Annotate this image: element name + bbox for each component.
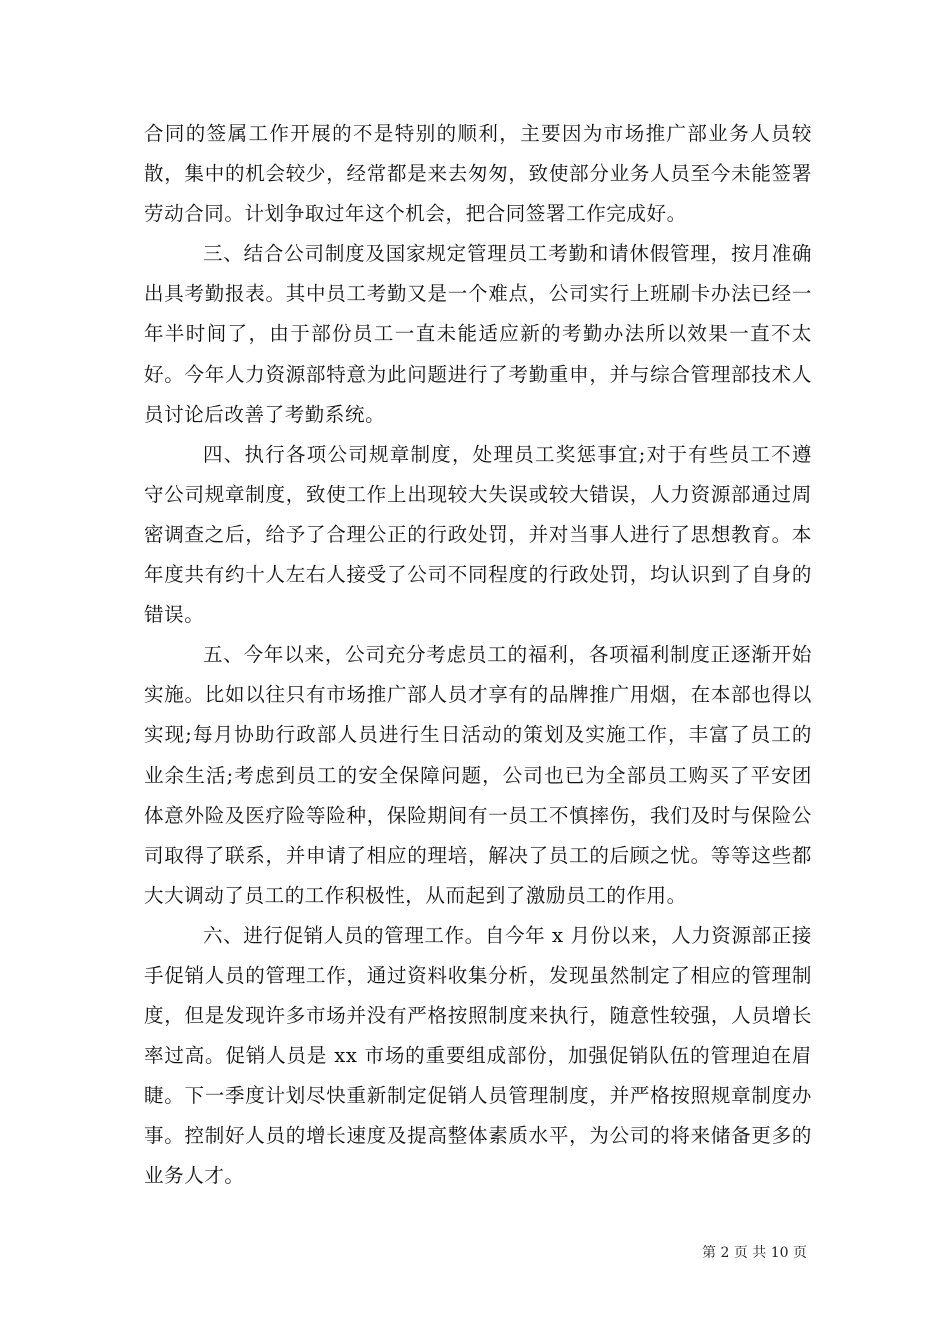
paragraph-contract-signing: 合同的签属工作开展的不是特别的顺利，主要因为市场推广部业务人员较散，集中的机会较少，经常都是来去匆匆，致使部分业务人员至今未能签署劳动合同。计划争取过年这个机会，把合同签署工作完成好。 (144, 122, 812, 226)
paragraph-rules-and-discipline: 四、执行各项公司规章制度，处理员工奖惩事宜;对于有些员工不遵守公司规章制度，致使工作上出现较大失误或较大错误，人力资源部通过周密调查之后，给予了合理公正的行政处罚，并对当事人进行了思想教育。本年度共有约十人左右人接受了公司不同程度的行政处罚，均认识到了自身的错误。 (144, 442, 812, 627)
document-body (144, 114, 812, 1197)
paragraph-employee-welfare: 五、今年以来，公司充分考虑员工的福利，各项福利制度正逐渐开始实施。比如以往只有市场推广部人员才享有的品牌推广用烟，在本部也得以实现;每月协助行政部人员进行生日活动的策划及实施工作，丰富了员工的业余生活;考虑到员工的安全保障问题，公司也已为全部员工购买了平安团体意外险及医疗险等险种，保险期间有一员工不慎摔伤，我们及时与保险公司取得了联系，并申请了相应的理培，解决了员工的后顾之忧。等等这些都大大调动了员工的工作积极性，从而起到了激励员工的作用。 (144, 643, 812, 907)
paragraph-attendance-management: 三、结合公司制度及国家规定管理员工考勤和请休假管理，按月准确出具考勤报表。其中员工考勤又是一个难点，公司实行上班刷卡办法已经一年半时间了，由于部份员工一直未能适应新的考勤办法所以效果一直不太好。今年人力资源部特意为此问题进行了考勤重申，并与综合管理部技术人员讨论后改善了考勤系统。 (144, 242, 812, 426)
paragraph-promotion-staff-management: 六、进行促销人员的管理工作。自今年 x 月份以来，人力资源部正接手促销人员的管理工作，通过资料收集分析，发现虽然制定了相应的管理制度，但是发现许多市场并没有严格按照制度来执行，随意性较强，人员增长率过高。促销人员是 xx 市场的重要组成部份，加强促销队伍的管理迫在眉睫。下一季度计划尽快重新制定促销人员管理制度，并严格按照规章制度办事。控制好人员的增长速度及提高整体素质水平，为公司的将来储备更多的业务人才。 (144, 923, 812, 1188)
page-number: 第 2 页 共 10 页 (702, 1245, 807, 1261)
